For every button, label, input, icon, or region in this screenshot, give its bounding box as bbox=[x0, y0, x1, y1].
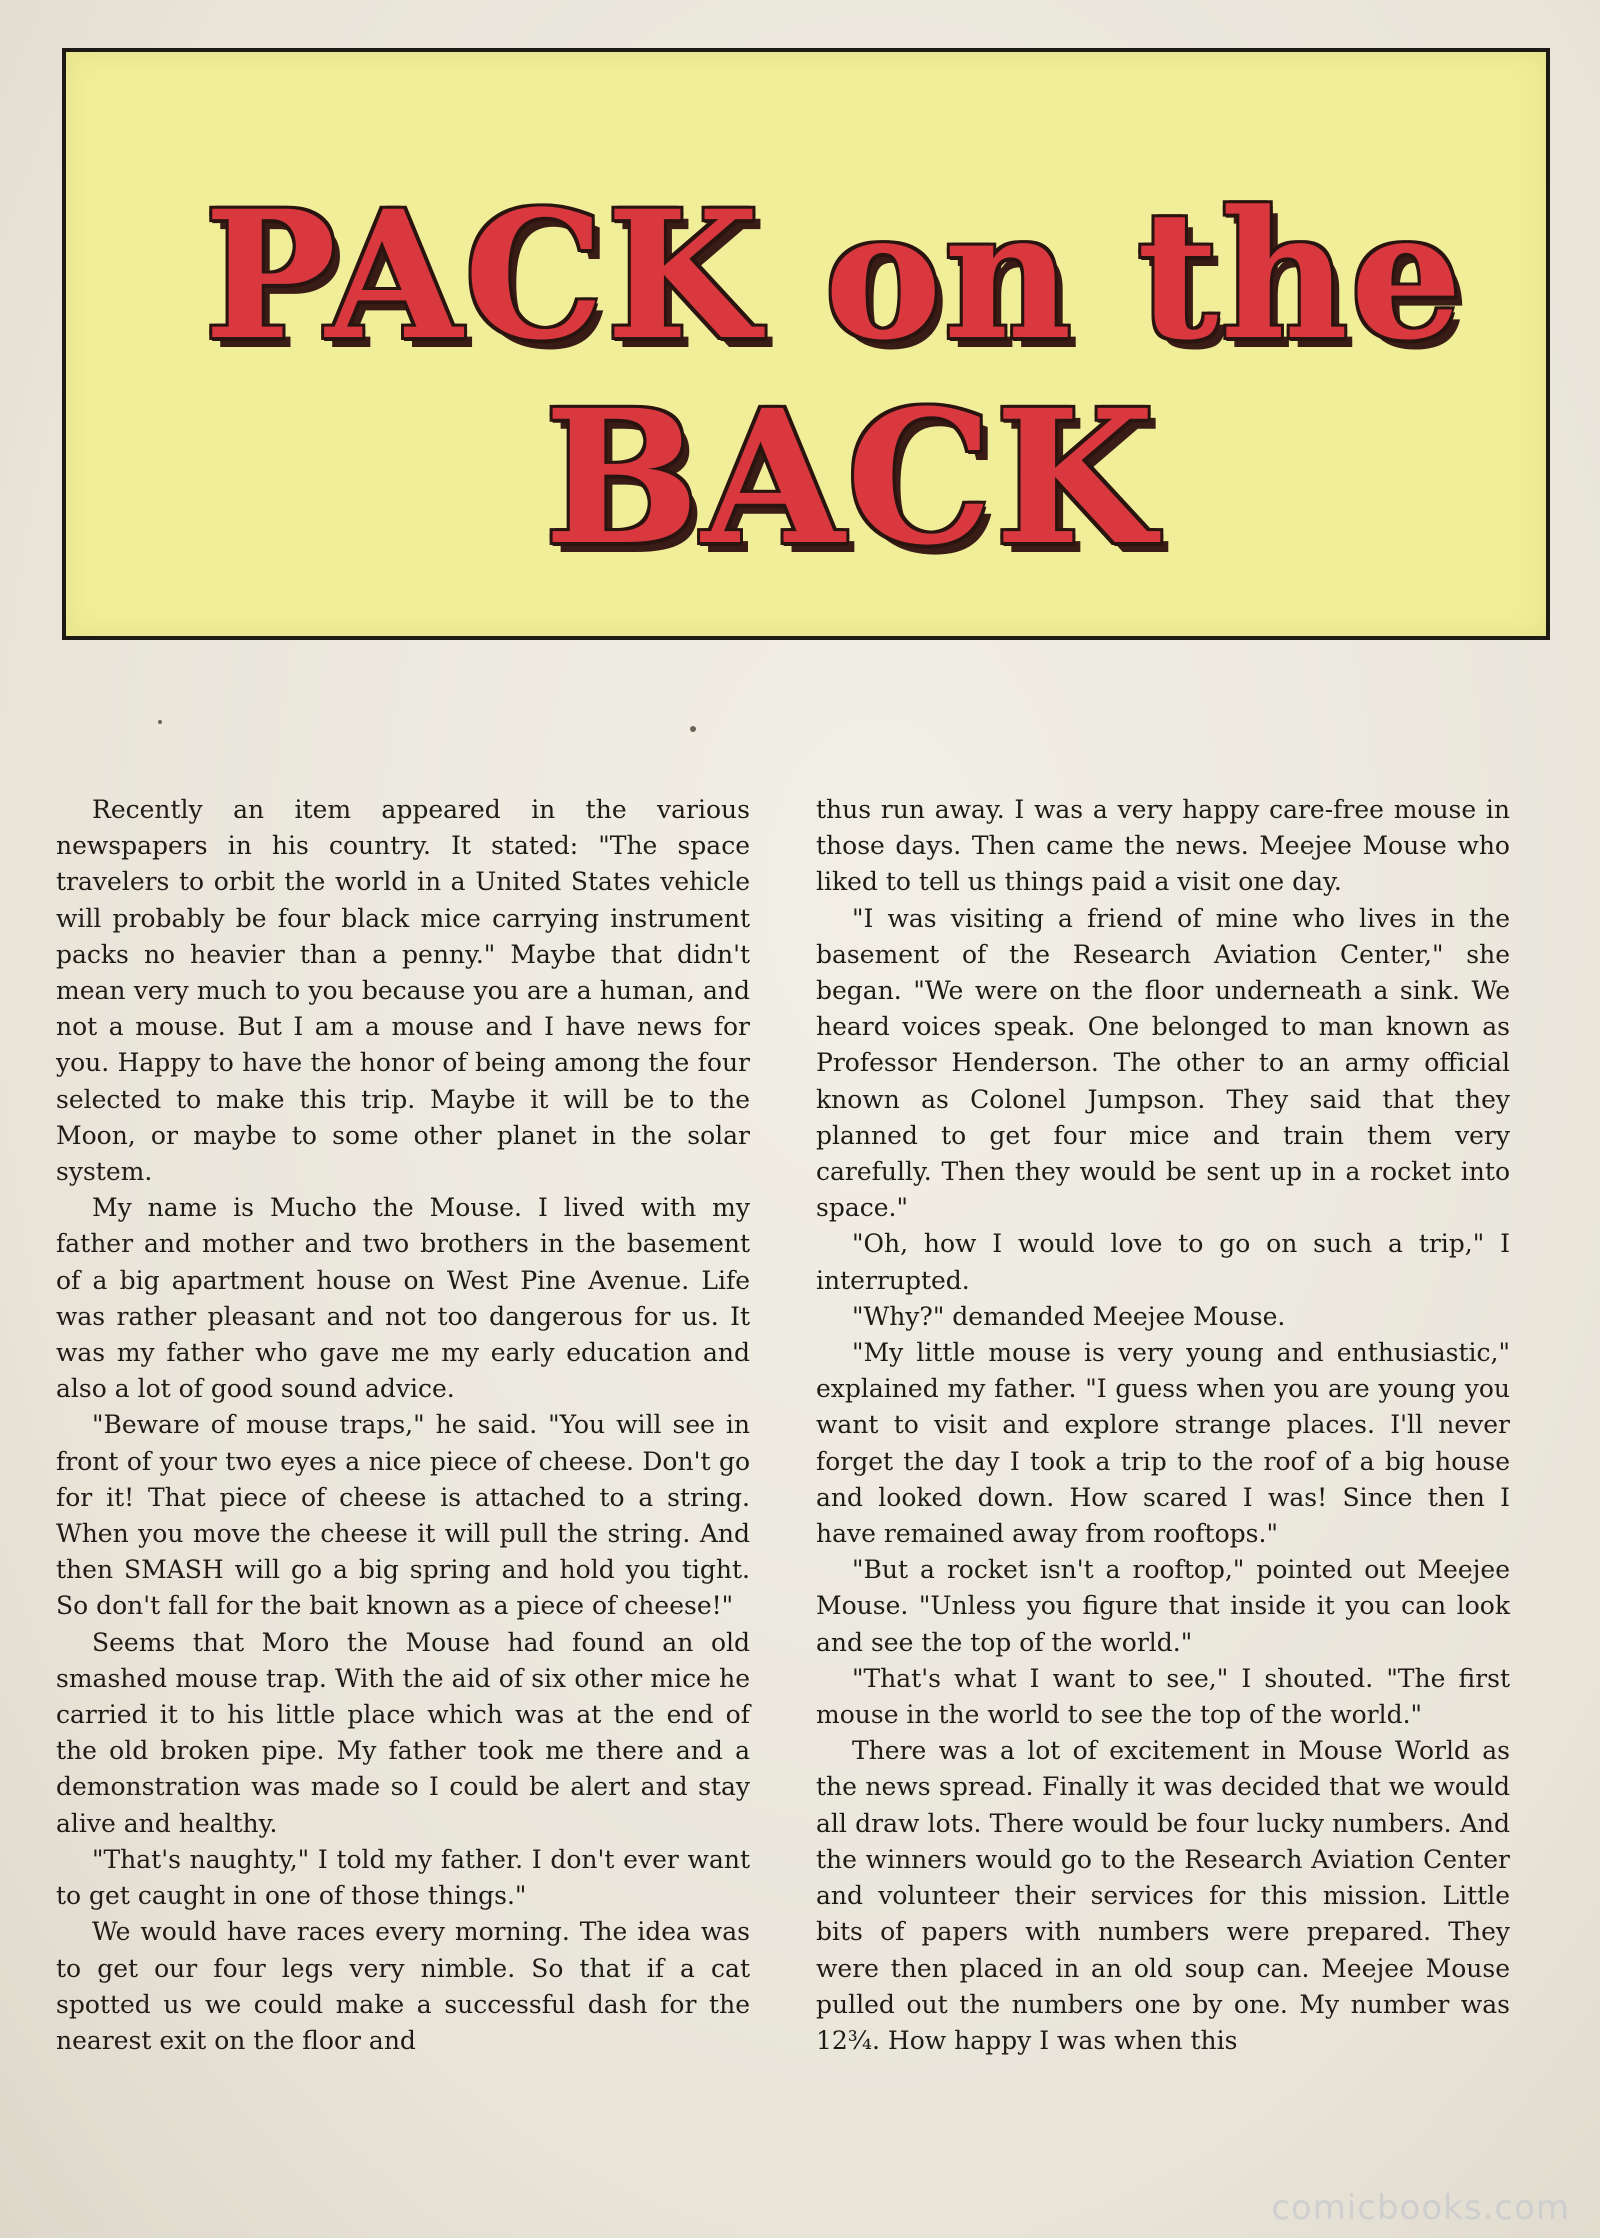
paragraph: "Why?" demanded Meejee Mouse. bbox=[852, 1301, 1286, 1331]
paragraph: "Beware of mouse traps," he said. "You will see in front of your two eyes a nice piece of cheese. Don't go for it! That piece of cheese is attached to a string. When you move the cheese it will pull the string. And then SMASH will go a big spring and hold you tight. So don't fall for the bait known as a piece of cheese!" bbox=[56, 1410, 750, 1621]
paragraph: "My little mouse is very young and enthusiastic," explained my father. "I guess when you are young you want to visit and explore strange places. I'll never forget the day I took a trip to the roof of a big house and looked down. How scared I was! Since then I have remained away from rooftops." bbox=[816, 1338, 1510, 1549]
paragraph: "But a rocket isn't a rooftop," pointed out Meejee Mouse. "Unless you figure that inside it you can look and see the top of the world." bbox=[816, 1555, 1510, 1657]
title-panel bbox=[62, 48, 1550, 640]
paragraph: Recently an item appeared in the various newspapers in his country. It stated: "The space travelers to orbit the world in a United States vehicle will probably be four black mice carrying instrument packs no heavier than a penny." Maybe that didn't mean very much to you because you are a human, and not a mouse. But I am a mouse and I have news for you. Happy to have the honor of being among the four selected to make this trip. Maybe it will be to the Moon, or maybe to some other planet in the solar system. bbox=[56, 795, 750, 1187]
paragraph: thus run away. I was a very happy care-free mouse in those days. Then came the news. Meejee Mouse who liked to tell us things paid a visit one day. bbox=[816, 795, 1510, 897]
paragraph: "Oh, how I would love to go on such a trip," I interrupted. bbox=[816, 1229, 1510, 1295]
story-title-line-2: BACK bbox=[544, 370, 1157, 586]
paragraph: There was a lot of excitement in Mouse World as the news spread. Finally it was decided that we would all draw lots. There would be four lucky numbers. And the winners would go to the Research Aviation Center and volunteer their services for this mission. Little bits of papers with numbers were prepared. They were then placed in an old soup can. Meejee Mouse pulled out the numbers one by one. My number was 12¾. How happy I was when this bbox=[816, 1736, 1510, 2055]
print-speck bbox=[158, 720, 162, 724]
paragraph: "That's what I want to see," I shouted. "The first mouse in the world to see the top of the world." bbox=[816, 1663, 1510, 1730]
watermark: comicbooks.com bbox=[1271, 2188, 1570, 2228]
right-text-column bbox=[816, 792, 1510, 2059]
left-text-column bbox=[56, 792, 750, 2059]
paragraph: "I was visiting a friend of mine who lives in the basement of the Research Aviation Center," she began. "We were on the floor underneath a sink. We heard voices speak. One belonged to man known as Professor Henderson. The other to an army official known as Colonel Jumpson. They said that they planned to get four mice and train them very carefully. Then they would be sent up in a rocket into space." bbox=[816, 903, 1510, 1223]
paragraph: "That's naughty," I told my father. I don't ever want to get caught in one of those things." bbox=[56, 1844, 750, 1911]
print-speck bbox=[690, 726, 696, 732]
paragraph: Seems that Moro the Mouse had found an old smashed mouse trap. With the aid of six other mice he carried it to his little place which was at the end of the old broken pipe. My father took me there and a demonstration was made so I could be alert and stay alive and healthy. bbox=[56, 1627, 750, 1838]
paragraph: My name is Mucho the Mouse. I lived with my father and mother and two brothers in the basement of a big apartment house on West Pine Avenue. Life was rather pleasant and not too dangerous for us. It was my father who gave me my early education and also a lot of good sound advice. bbox=[56, 1193, 750, 1404]
paragraph: We would have races every morning. The idea was to get our four legs very nimble. So that if a cat spotted us we could make a successful dash for the nearest exit on the floor and bbox=[56, 1917, 750, 2055]
story-title-line-1: PACK on the bbox=[204, 172, 1465, 379]
